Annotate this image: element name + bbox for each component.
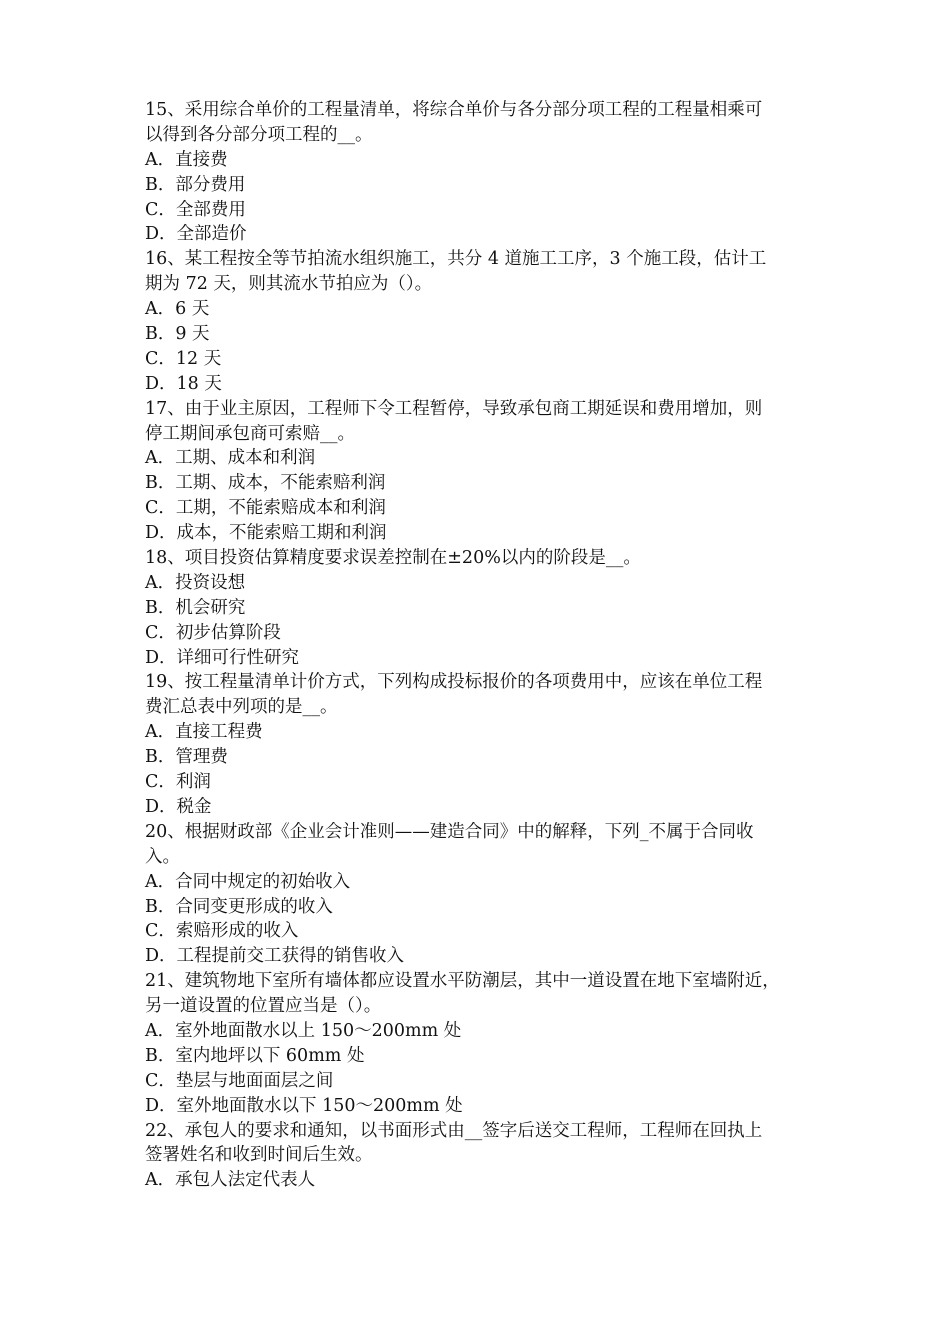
question-text: 签署姓名和收到时间后生效。 xyxy=(145,1145,373,1166)
option-c: C．初步估算阶段 xyxy=(145,622,281,643)
option-d: D．成本，不能索赔工期和利润 xyxy=(145,523,387,544)
question-text: 费汇总表中列项的是__。 xyxy=(145,697,338,718)
option-a: A．投资设想 xyxy=(145,572,246,593)
option-b: B．管理费 xyxy=(145,747,228,768)
option-d: D．工程提前交工获得的销售收入 xyxy=(145,946,405,967)
question-text: 17、由于业主原因，工程师下令工程暂停，导致承包商工期延误和费用增加，则 xyxy=(145,398,763,419)
option-c: C．利润 xyxy=(145,772,211,793)
option-d: D．18 天 xyxy=(145,373,222,394)
question-text: 18、项目投资估算精度要求误差控制在±20%以内的阶段是__。 xyxy=(145,548,641,569)
question-text: 15、采用综合单价的工程量清单，将综合单价与各分部分项工程的工程量相乘可 xyxy=(145,100,763,120)
option-a: A．工期、成本和利润 xyxy=(145,448,316,469)
option-a: A．合同中规定的初始收入 xyxy=(145,871,351,892)
option-b: B．工期、成本，不能索赔利润 xyxy=(145,473,386,494)
question-18 xyxy=(145,546,815,670)
question-text: 入。 xyxy=(145,846,180,867)
option-b: B．机会研究 xyxy=(145,597,246,618)
question-22 xyxy=(145,1119,815,1194)
option-b: B．9 天 xyxy=(145,324,210,345)
document-body xyxy=(145,98,815,1193)
option-a: A．室外地面散水以上 150～200mm 处 xyxy=(145,1020,462,1041)
option-b: B．室内地坪以下 60mm 处 xyxy=(145,1045,365,1066)
question-21 xyxy=(145,969,815,1118)
question-text: 19、按工程量清单计价方式，下列构成投标报价的各项费用中，应该在单位工程 xyxy=(145,672,763,693)
option-b: B．部分费用 xyxy=(145,174,246,195)
question-15 xyxy=(145,98,815,247)
option-b: B．合同变更形成的收入 xyxy=(145,896,333,917)
question-16 xyxy=(145,247,815,396)
question-text: 20、根据财政部《企业会计准则——建造合同》中的解释，下列_不属于合同收 xyxy=(145,821,754,842)
question-text: 22、承包人的要求和通知，以书面形式由__签字后送交工程师，工程师在回执上 xyxy=(145,1120,763,1141)
question-17 xyxy=(145,397,815,546)
option-c: C．全部费用 xyxy=(145,199,246,220)
option-c: C．12 天 xyxy=(145,348,222,369)
option-a: A．直接费 xyxy=(145,149,228,170)
option-d: D．税金 xyxy=(145,796,212,817)
option-d: D．室外地面散水以下 150～200mm 处 xyxy=(145,1095,463,1116)
question-text: 另一道设置的位置应当是（）。 xyxy=(145,996,382,1017)
option-a: A．6 天 xyxy=(145,299,210,320)
question-text: 以得到各分部分项工程的__。 xyxy=(145,124,373,145)
question-20 xyxy=(145,820,815,969)
option-c: C．索赔形成的收入 xyxy=(145,921,299,942)
option-d: D．详细可行性研究 xyxy=(145,647,300,668)
question-text: 21、建筑物地下室所有墙体都应设置水平防潮层，其中一道设置在地下室墙附近， xyxy=(145,971,780,992)
option-d: D．全部造价 xyxy=(145,224,247,245)
question-text: 期为 72 天，则其流水节拍应为（）。 xyxy=(145,274,433,295)
question-text: 停工期间承包商可索赔__。 xyxy=(145,423,355,444)
option-c: C．工期，不能索赔成本和利润 xyxy=(145,498,386,519)
option-a: A．直接工程费 xyxy=(145,722,263,743)
option-a: A．承包人法定代表人 xyxy=(145,1170,316,1191)
option-c: C．垫层与地面面层之间 xyxy=(145,1070,334,1091)
question-text: 16、某工程按全等节拍流水组织施工，共分 4 道施工工序，3 个施工段，估计工 xyxy=(145,249,767,270)
question-19 xyxy=(145,670,815,819)
